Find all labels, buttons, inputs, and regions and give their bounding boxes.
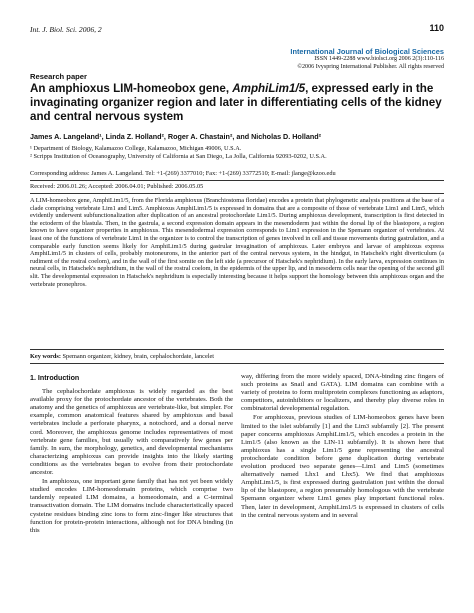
intro-paragraph-3: way, differing from the more widely spaced, DNA-binding zinc fingers of such proteins as Snail and GATA). LIM domains can combine with a variety of proteins to form multiprotein complexes functioning as adaptors, competitors, autoinhibitors or localizers, and thereby play diverse roles in combinatorial developmental regulation. (241, 373, 444, 413)
intro-paragraph-4: For amphioxus, previous studies of LIM-homeobox genes have been limited to the islet subfamily [1] and the Lim3 subfamily [2]. The present paper concerns amphioxus AmphiLim1/5, which encodes a protein in the Lim1/5 (also known as the LIN-11 subfamily). It is shown here that amphioxus has a single Lim1/5 gene representing the ancestral protochordate condition before gene duplication during vertebrate evolution produced two separate genes—Lim1 and Lim5 (sometimes alternatively named Lhx1 and Lhx5). We find that amphioxus AmphiLim1/5, is first expressed during gastrulation just within the dorsal lip of the blastopore, a region presumably homologous with the vertebrate Spemann organizer where Lim1 genes play important functional roles. Then, later in development, AmphiLim1/5 is expressed in clusters of cells in the central nervous system and in several (241, 414, 444, 519)
body-column-left (30, 373, 233, 536)
affiliation-1: ¹ Department of Biology, Kalamazoo College, Kalamazoo, Michigan 49006, U.S.A. (30, 145, 242, 152)
section-heading: 1. Introduction (30, 374, 80, 382)
affiliations (30, 145, 444, 161)
article-title (30, 82, 444, 124)
journal-name: International Journal of Biological Sciences (290, 47, 444, 56)
divider-top (30, 180, 444, 181)
title-gene-name: AmphiLim1/5 (232, 82, 306, 95)
keywords-label: Key words: (30, 353, 61, 360)
intro-paragraph-1: The cephalochordate amphioxus is widely regarded as the best available proxy for the protochordate ancestor of the vertebrates. Both the anatomy and the genetics of amphioxus are vertebrate-like, but simpler. For example, common anatomical features shared by amphioxus and basal vertebrates include a perforate pharynx, a notochord, and a dorsal nerve cord. Moreover, the amphioxus genome includes representatives of most vertebrate gene families, but usually with comparatively few genes per family. In sum, the morphology, genetics, and developmental mechanisms characterizing amphioxus can provide insights into the likely starting conditions as the vertebrates began to evolve from their protochordate ancestor. (30, 388, 233, 477)
article-type: Research paper (30, 72, 87, 81)
keywords-text: Spemann organizer, kidney, brain, cephalochordate, lancelet (62, 353, 215, 360)
abstract: A LIM-homeobox gene, AmphiLim1/5, from the Florida amphioxus (Branchiostoma floridae) encodes a protein that phylogenetic analysis positions at the base of a clade comprising vertebrate Lim1 and Lim5. Amphioxus AmphiLim1/5 is expressed in domains that are a composite of those of vertebrate Lim1 and Lim5, which evidently underwent subfunctionalization after duplication of an ancestral protochordate Lim1/5. During amphioxus development, transcription is first detected in the ectoderm of the blastula. Then, in the gastrula, a second expression domain appears in the mesendoderm just within the dorsal lip of the blastopore, a region known to have organizer properties in amphioxus. This mesendodermal expression corresponds to Lim1 expression in the Spemann organizer of vertebrates. At least one of the functions of vertebrate Lim1 in the organizer is to control the transcription of genes involved in cell and tissue movements during gastrulation, and a comparable early function seems likely for AmphiLim1/5 during gastrular invagination of amphioxus. Later embryos and larvae of amphioxus express AmphiLim1/5 in clusters of cells, probably motoneurons, in the anterior part of the central nervous system, in the hindgut, in Hatschek's right diverticulum (a rudiment of the rostral coelom), and in the wall of the first somite on the left side (a precursor of Hatschek's nephridium). In the early larva, expression continues in neural cells, in Hatschek's nephridium, in the wall of the rostral coelom, in the epidermis of the upper lip, and in mesoderm cells near the opening of the second gill slit. The developmental expression in Hatschek's nephridium is especially interesting because it helps support the homology between this amphioxus organ and the vertebrate pronephros. (30, 197, 444, 288)
issn-line: ISSN 1449-2288 www.biolsci.org 2006 2(3):110-116 (314, 56, 444, 62)
journal-block (290, 47, 444, 71)
keywords-line (30, 353, 444, 361)
running-head: Int. J. Biol. Sci. 2006, 2 (30, 25, 102, 34)
title-part-1: An amphioxus LIM-homeobox gene, (30, 82, 233, 95)
body-column-right (241, 373, 444, 521)
affiliation-2: ² Scripps Institution of Oceanography, University of California at San Diego, La Jolla, California 92093-0202, U.S.A. (30, 152, 327, 160)
intro-paragraph-2: In amphioxus, one important gene family that has not yet been widely studied encodes LIM-homeodomain proteins, which comprise two tandemly repeated LIM domains, a homeodomain, and a C-terminal transactivation domain. The LIM domains include characteristically spaced cysteine residues binding zinc ions to form zinc-finger like structures that function for protein-protein interactions, although not for DNA binding (in this (30, 478, 233, 534)
copyright-line: ©2006 Ivyspring International Publisher. All rights reserved (297, 63, 444, 70)
author-list: James A. Langeland¹, Linda Z. Holland², Roger A. Chastain², and Nicholas D. Holland² (30, 132, 321, 141)
divider-mid (30, 193, 444, 194)
divider-keywords-top (30, 349, 444, 350)
received-dates: Received: 2006.01.26; Accepted: 2006.04.01; Published: 2006.05.05 (30, 183, 204, 190)
title-part-2: , expressed early in the invaginating organizer region and later in differentiating cells of the kidney and central nervous system (30, 82, 442, 123)
page-number: 110 (429, 23, 444, 33)
correspondence: Corresponding address: James A. Langeland. Tel: +1-(269) 3377010; Fax: +1-(269) 33772510; E-mail: jlange@kzoo.edu (30, 170, 336, 177)
divider-keywords-bottom (30, 363, 444, 364)
